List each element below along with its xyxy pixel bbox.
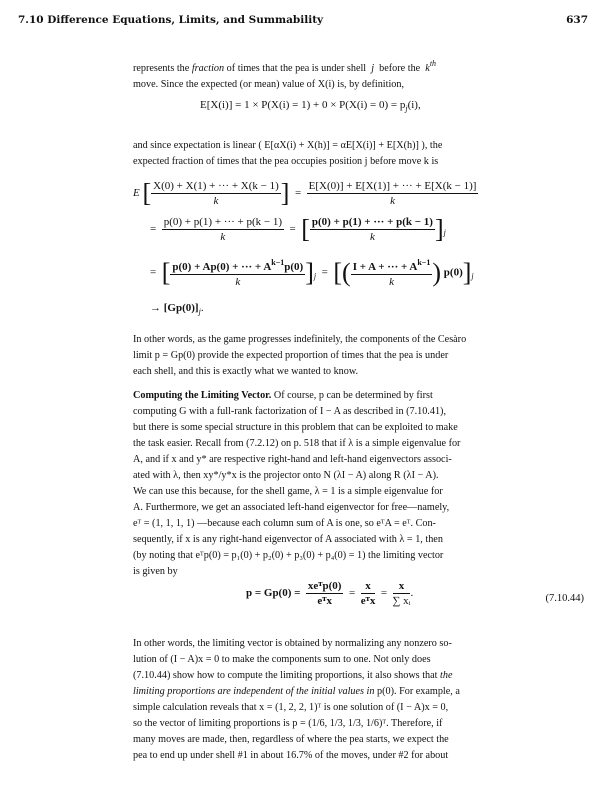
text-line: limiting proportions are independent of the initial values in p(0). For example, a bbox=[133, 686, 460, 697]
equation-expectation: $E[X(i)] = 1 \times P(X(i) = 1) + 0 \times P(X(i) = 0) = p_j(i)$, bbox=[200, 99, 421, 113]
text-line: move. Since the expected (or mean) value of X(i) is, by definition, bbox=[133, 79, 405, 90]
paragraph-5 bbox=[133, 636, 585, 764]
fraction: $\frac{p(0) + p(1) + \cdot\cdot\cdot + p(k - 1)}{k}$ bbox=[311, 216, 433, 243]
equation-row-3: = [ $\frac{p(0) + Ap(0) + \cdot\cdot\cdot + A^{k-1}p(0)}{k}$ ]$_j$ = [( $\frac{I + A + \cdot\cdot\cdot + A^{k-1}}{k}$ ) $p(0)]_j$ bbox=[150, 258, 474, 288]
text-line: ated with λ, then xy*/y*x is the projector onto N (λI − A) along R (λI − A). bbox=[133, 470, 439, 481]
text-line: represents the fraction of times that the pea is under shell j before the $k^{th}$ bbox=[133, 59, 437, 74]
paragraph-heading: Computing the Limiting Vector. bbox=[133, 390, 272, 401]
paragraph-4 bbox=[133, 388, 585, 580]
page-number: 637 bbox=[566, 14, 588, 26]
text-line: is given by bbox=[133, 566, 178, 577]
fraction: $\frac{\text{xeᵀp(0)}}{\text{eᵀx}}$ bbox=[307, 580, 342, 607]
text-line: sequently, if x is any right-hand eigenvector of A associated with λ = 1, then bbox=[133, 534, 443, 545]
running-header bbox=[18, 14, 588, 30]
equation-row-4: → $[Gp(0)]_j$. bbox=[150, 302, 204, 316]
paragraph-1 bbox=[133, 56, 585, 93]
text-line: A, and if x and y* are respective right-hand and left-hand eigenvectors associ- bbox=[133, 454, 452, 465]
fraction: $\frac{p(0) + p(1) + \cdot\cdot\cdot + p(k - 1)}{k}$ bbox=[163, 216, 283, 243]
section-title: 7.10 Difference Equations, Limits, and Summability bbox=[18, 14, 324, 26]
fraction: $\frac{x}{\text{∑ xᵢ}}$ bbox=[392, 580, 411, 607]
equation-row-1: E [ $\frac{X(0) + X(1) + \cdot\cdot\cdot + X(k - 1)}{k}$ ] = $\frac{E[X(0)] + E[X(1)] + \cdot\cdot\cdot + E[X(k - 1)]}{k}$ bbox=[133, 178, 477, 208]
text-line: lution of (I − A)x = 0 to make the components sum to one. Not only does bbox=[133, 654, 431, 665]
fraction: $\frac{x}{\text{eᵀx}}$ bbox=[360, 580, 376, 607]
text-line: We can use this because, for the shell game, λ = 1 is a simple eigenvalue for bbox=[133, 486, 443, 497]
fraction: $\frac{p(0) + Ap(0) + \cdot\cdot\cdot + A^{k-1}p(0)}{k}$ bbox=[172, 258, 304, 288]
text-line: A. Furthermore, we get an associated left-hand eigenvector for free—namely, bbox=[133, 502, 450, 513]
paragraph-2 bbox=[133, 138, 585, 170]
text-line: but there is some special structure in this problem that can be exploited to make bbox=[133, 422, 458, 433]
text-line: In other words, as the game progresses indefinitely, the components of the Cesàro bbox=[133, 334, 467, 345]
text-line: expected fraction of times that the pea occupies position j before move k is bbox=[133, 156, 439, 167]
text-line: so the vector of limiting proportions is p = (1/6, 1/3, 1/3, 1/6)ᵀ. Therefore, if bbox=[133, 718, 443, 729]
text-line: and since expectation is linear ( E[αX(i) + X(h)] = αE[X(i)] + E[X(h)] ), the bbox=[133, 140, 443, 151]
text-line: (by noting that eᵀp(0) = p₁(0) + p₂(0) + p₃(0) + p₄(0) = 1) the limiting vector bbox=[133, 550, 444, 561]
text-line: (7.10.44) show how to compute the limiting proportions, it also shows that the bbox=[133, 670, 453, 681]
text-line: many moves are made, then, regardless of where the pea starts, we expect the bbox=[133, 734, 449, 745]
paragraph-3 bbox=[133, 332, 585, 380]
fraction: $\frac{E[X(0)] + E[X(1)] + \cdot\cdot\cdot + E[X(k - 1)]}{k}$ bbox=[308, 180, 477, 207]
text-line: the task easier. Recall from (7.2.12) on p. 518 that if λ is a simple eigenvalue for bbox=[133, 438, 461, 449]
equation-number: (7.10.44) bbox=[545, 593, 584, 604]
text-line: each shell, and this is exactly what we wanted to know. bbox=[133, 366, 359, 377]
text-line: computing G with a full-rank factorization of I − A as described in (7.10.41), bbox=[133, 406, 446, 417]
equation-row-2: = $\frac{p(0) + p(1) + \cdot\cdot\cdot + p(k - 1)}{k}$ = [ $\frac{p(0) + p(1) + \cdot\cdot\cdot + p(k - 1)}{k}$ ]$_j$ bbox=[150, 214, 446, 244]
fraction: $\frac{I + A + \cdot\cdot\cdot + A^{k-1}}{k}$ bbox=[352, 258, 431, 288]
text-line: pea to end up under shell #1 in about 16.7% of the moves, under #2 for about bbox=[133, 750, 449, 761]
text-line: limit p = Gp(0) provide the expected proportion of times that the pea is under bbox=[133, 350, 449, 361]
text-line: eᵀ = (1, 1, 1, 1) —because each column sum of A is one, so eᵀA = eᵀ. Con- bbox=[133, 518, 436, 529]
equation-limit: p = Gp(0) = $\frac{\text{xeᵀp(0)}}{\text{eᵀx}}$ = $\frac{x}{\text{eᵀx}}$ = $\frac{x}{\text{∑ xᵢ}}$ . bbox=[246, 580, 414, 607]
text-line: simple calculation reveals that x = (1, 2, 2, 1)ᵀ is one solution of (I − A)x = 0, bbox=[133, 702, 449, 713]
fraction: $\frac{X(0) + X(1) + \cdot\cdot\cdot + X(k - 1)}{k}$ bbox=[153, 180, 279, 207]
text-line: Computing the Limiting Vector. Of course, p can be determined by first bbox=[133, 390, 433, 401]
text-line: In other words, the limiting vector is obtained by normalizing any nonzero so- bbox=[133, 638, 452, 649]
